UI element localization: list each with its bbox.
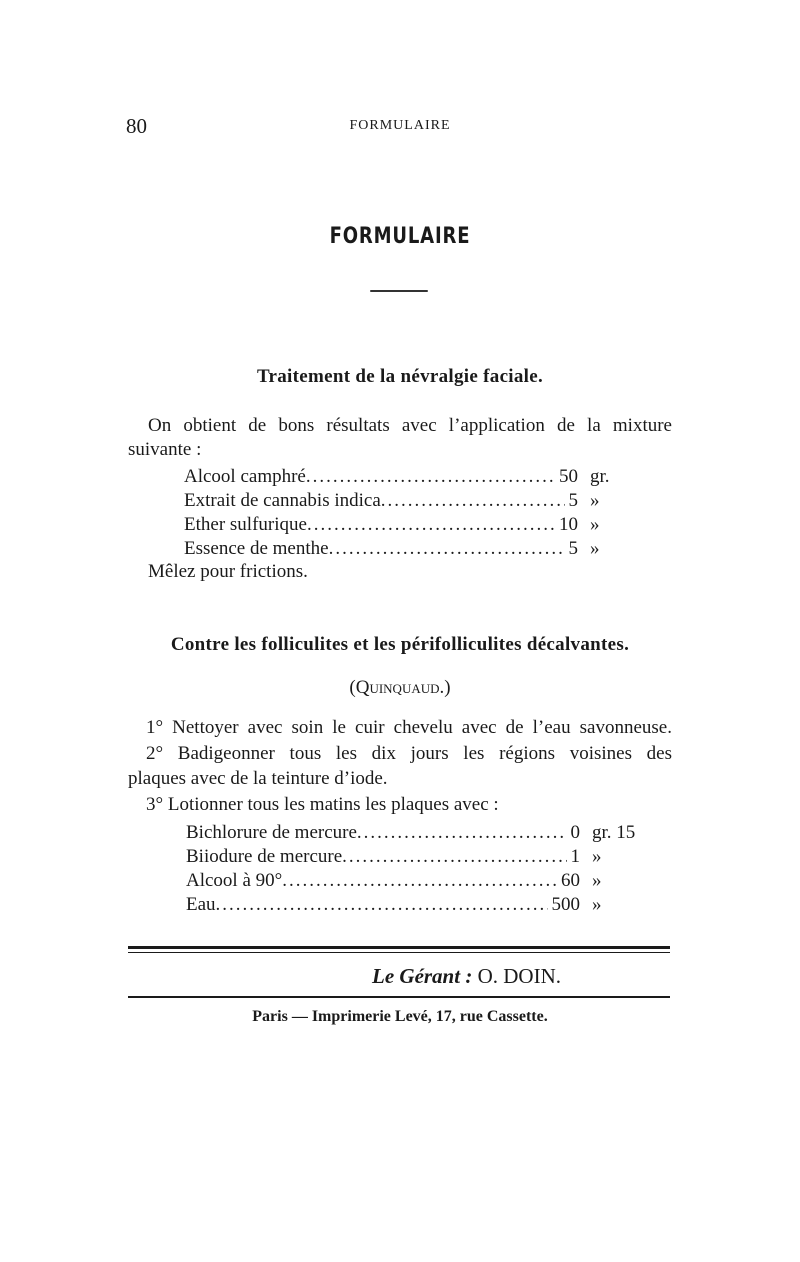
ingredient-quantity: 1 bbox=[570, 846, 580, 867]
section2-author: (Quinquaud.) bbox=[349, 677, 451, 698]
leader-dots bbox=[381, 490, 565, 512]
leader-dots bbox=[357, 822, 567, 844]
leader-dots bbox=[306, 466, 555, 488]
page-title: FORMULAIRE bbox=[329, 224, 471, 249]
running-title: FORMULAIRE bbox=[349, 118, 451, 133]
section1-heading: Traitement de la névralgie faciale. bbox=[256, 366, 544, 387]
signature-name: O. DOIN. bbox=[477, 964, 561, 988]
signature-separator: : bbox=[465, 964, 473, 988]
page-number: 80 bbox=[126, 114, 147, 138]
ingredient-name: Biiodure de mercure bbox=[186, 846, 343, 867]
section1-intro-line1: On obtient de bons résultats avec l’application de la mixture bbox=[148, 415, 672, 436]
recipe-row bbox=[184, 466, 636, 490]
ingredient-name: Alcool camphré bbox=[184, 466, 306, 487]
printer-imprint: Paris — Imprimerie Levé, 17, rue Cassette. bbox=[252, 1008, 548, 1025]
leader-dots bbox=[329, 538, 565, 560]
ingredient-unit: » bbox=[590, 514, 600, 535]
double-rule-bottom bbox=[128, 952, 670, 953]
section2-heading: Contre les folliculites et les périfolliculites décalvantes. bbox=[170, 634, 630, 655]
leader-dots bbox=[307, 514, 555, 536]
ingredient-quantity: 0 bbox=[570, 822, 580, 843]
ingredient-unit: » bbox=[592, 846, 602, 867]
ingredient-unit: gr. 15 bbox=[592, 822, 636, 843]
ingredient-name: Essence de menthe bbox=[184, 538, 329, 559]
recipe-row bbox=[186, 846, 638, 870]
step-3: 3° Lotionner tous les matins les plaques avec : bbox=[146, 794, 499, 815]
step-2-line1: 2° Badigeonner tous les dix jours les régions voisines des bbox=[146, 743, 672, 764]
section1-note: Mêlez pour frictions. bbox=[148, 561, 308, 582]
ingredient-quantity: 5 bbox=[568, 538, 578, 559]
recipe-list-2 bbox=[186, 822, 638, 918]
recipe-list-1 bbox=[184, 466, 636, 562]
section1-intro-line2: suivante : bbox=[128, 439, 202, 460]
ingredient-quantity: 5 bbox=[568, 490, 578, 511]
title-ornament bbox=[370, 290, 428, 292]
ingredient-unit: gr. bbox=[590, 466, 610, 487]
ingredient-name: Extrait de cannabis indica bbox=[184, 490, 381, 511]
leader-dots bbox=[216, 894, 548, 916]
ingredient-name: Eau bbox=[186, 894, 216, 915]
recipe-row bbox=[184, 490, 636, 514]
ingredient-unit: » bbox=[590, 538, 600, 559]
recipe-row bbox=[184, 514, 636, 538]
ingredient-name: Bichlorure de mercure bbox=[186, 822, 357, 843]
ingredient-name: Ether sulfurique bbox=[184, 514, 307, 535]
signature-line bbox=[372, 964, 561, 989]
ingredient-unit: » bbox=[592, 894, 602, 915]
footer-rule bbox=[128, 996, 670, 998]
step-1: 1° Nettoyer avec soin le cuir chevelu avec de l’eau savonneuse. bbox=[146, 717, 672, 738]
ingredient-quantity: 500 bbox=[551, 894, 580, 915]
step-2-line2: plaques avec de la teinture d’iode. bbox=[128, 768, 388, 789]
recipe-row bbox=[186, 870, 638, 894]
ingredient-name: Alcool à 90° bbox=[186, 870, 283, 891]
double-rule-top bbox=[128, 946, 670, 949]
signature-label: Le Gérant bbox=[372, 964, 461, 988]
leader-dots bbox=[342, 846, 566, 868]
recipe-row bbox=[186, 822, 638, 846]
ingredient-unit: » bbox=[592, 870, 602, 891]
ingredient-quantity: 60 bbox=[561, 870, 580, 891]
leader-dots bbox=[282, 870, 557, 892]
recipe-row bbox=[186, 894, 638, 918]
ingredient-quantity: 50 bbox=[559, 466, 578, 487]
ingredient-quantity: 10 bbox=[559, 514, 578, 535]
recipe-row bbox=[184, 538, 636, 562]
ingredient-unit: » bbox=[590, 490, 600, 511]
